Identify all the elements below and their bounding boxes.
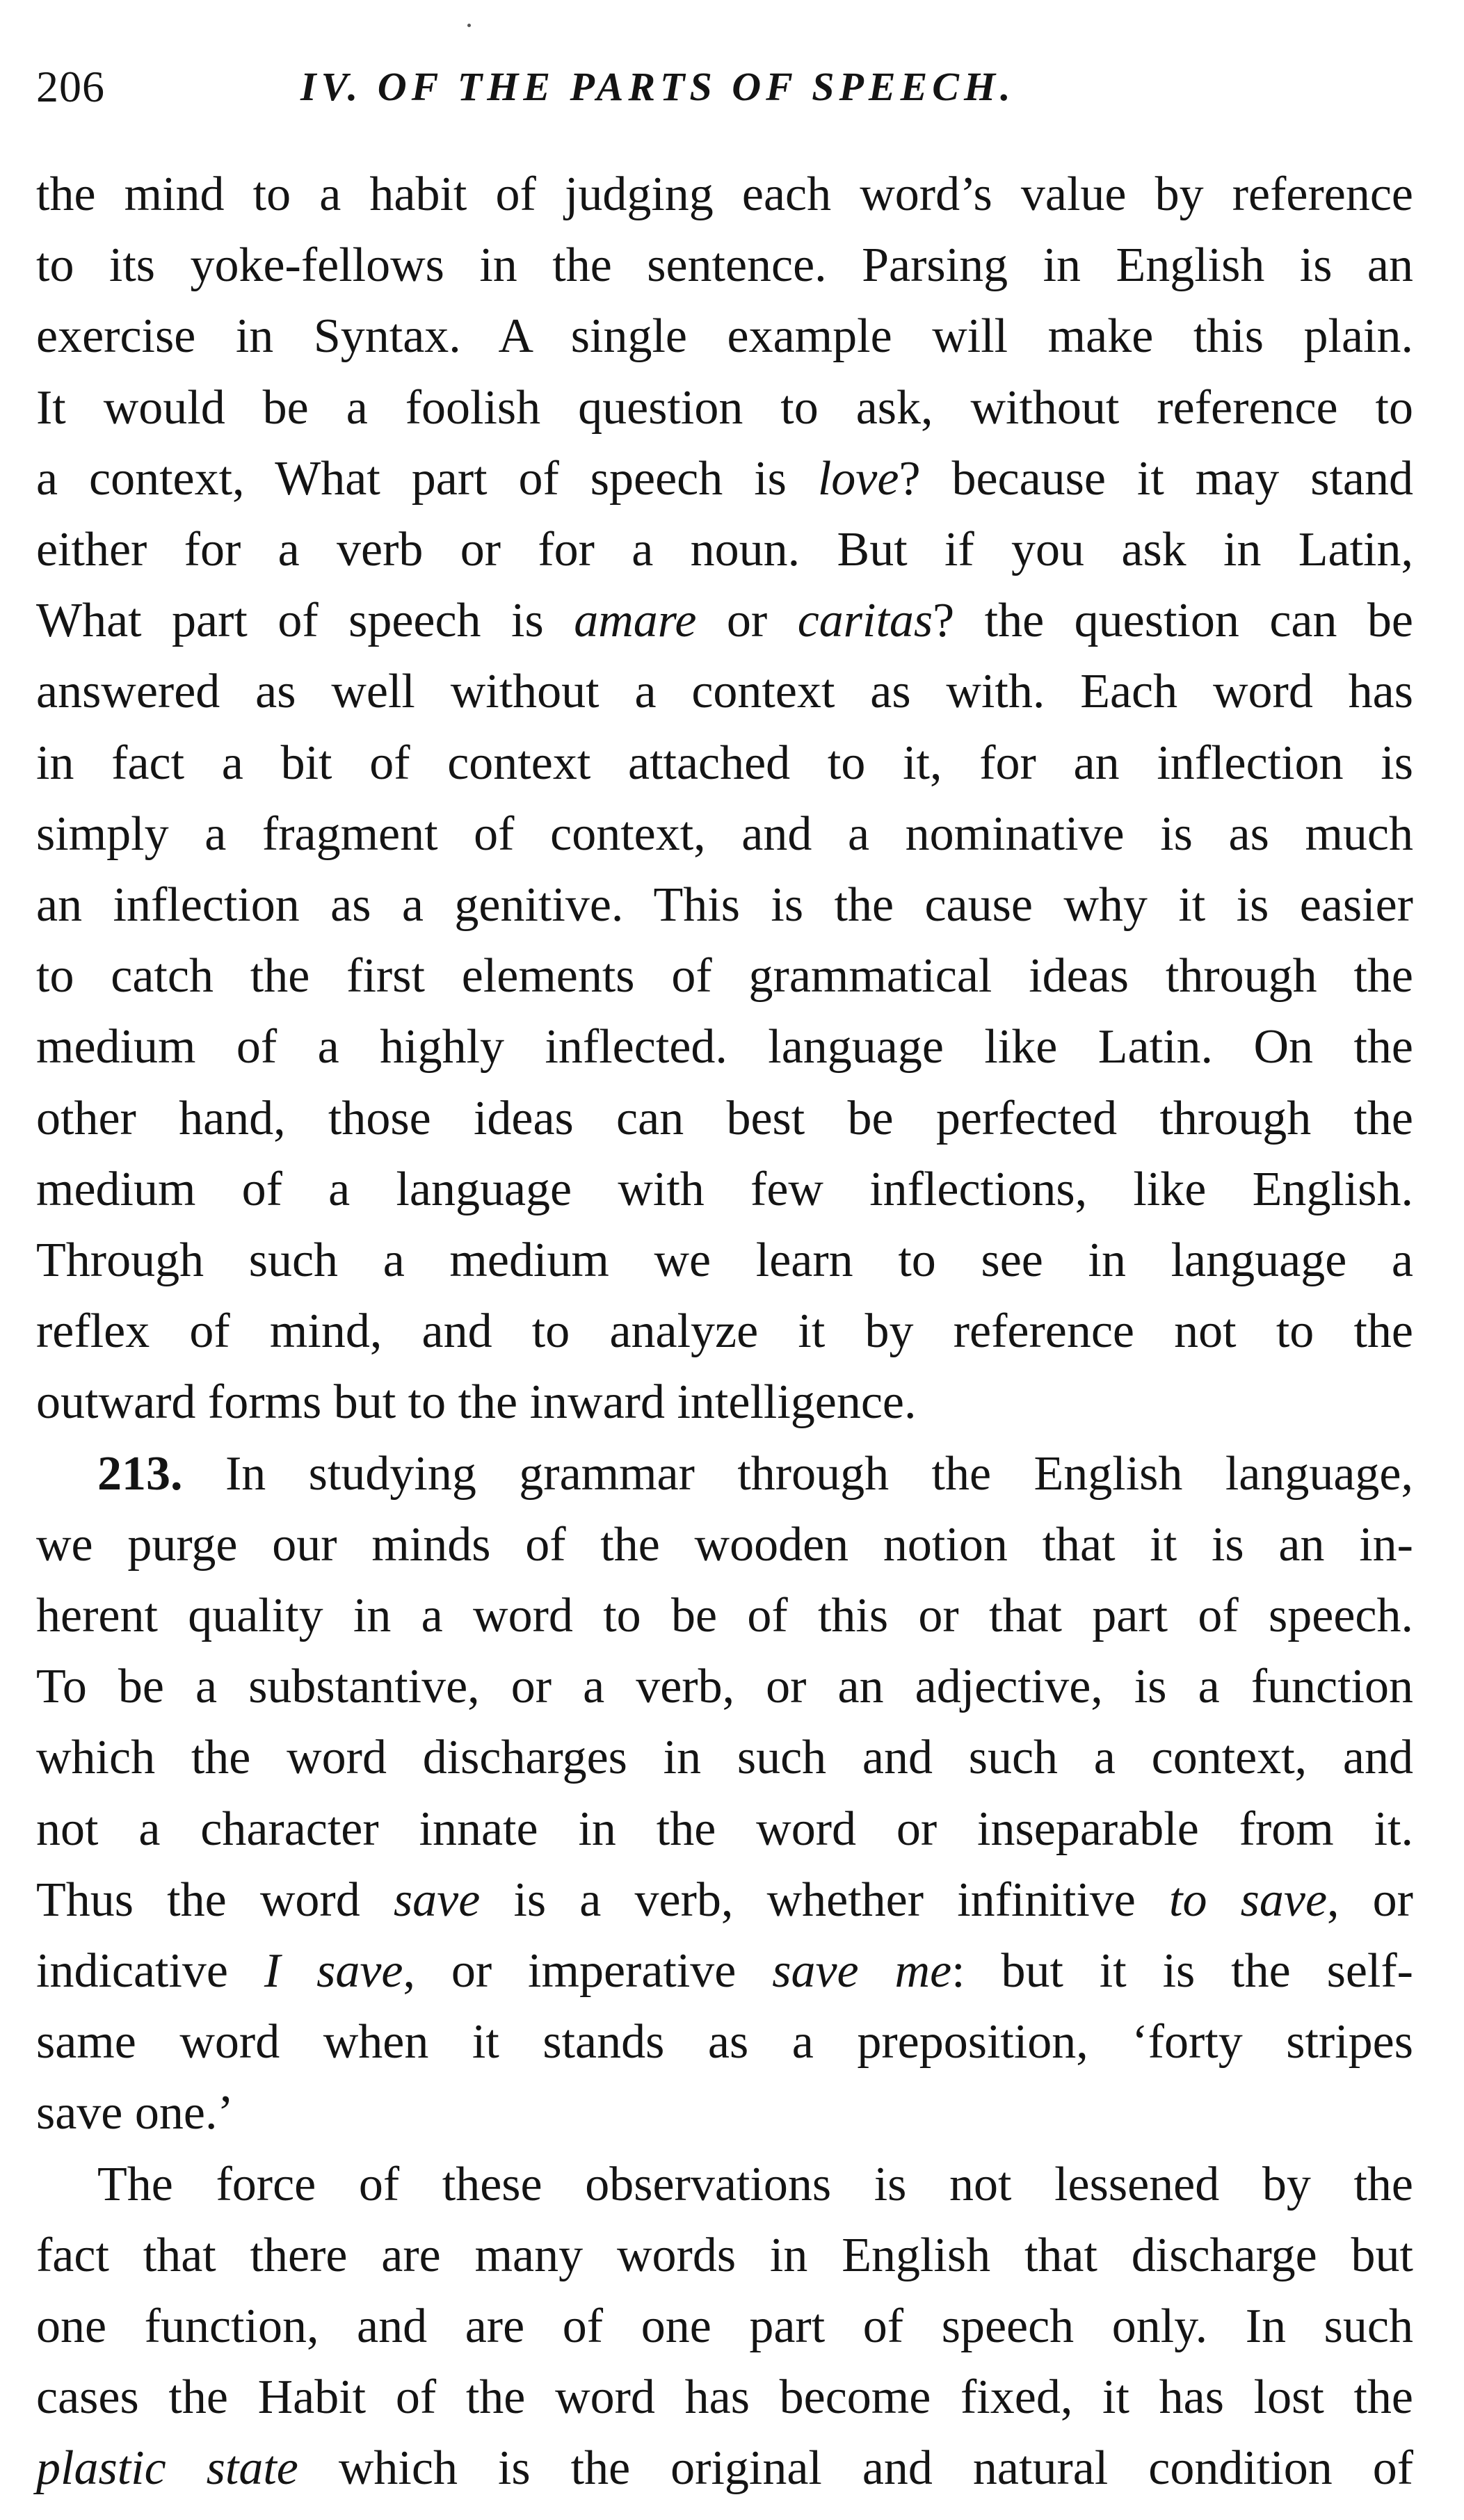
text-line: save one.’	[36, 2086, 234, 2140]
text-line: one function, and are of one part of speech only. In such	[36, 2300, 1413, 2353]
page-header	[36, 49, 1413, 125]
page-number: 206	[36, 62, 105, 111]
text-line: The force of these observations is not lessened by the	[97, 2157, 1413, 2211]
text-line: indicative I save, or imperative save me: but it is the self-	[36, 1944, 1413, 1998]
text-line: Thus the word save is a verb, whether infinitive to save, or	[36, 1873, 1413, 1927]
text-line: To be a substantive, or a verb, or an adjective, is a function	[36, 1660, 1413, 1714]
print-speck	[467, 24, 471, 27]
text-line: It would be a foolish question to ask, without reference to	[36, 380, 1413, 435]
text-line: same word when it stands as a preposition, ‘forty stripes	[36, 2015, 1413, 2069]
text-line: 213. In studying grammar through the English language,	[97, 1446, 1413, 1501]
text-line: the mind to a habit of judging each word’s value by reference	[36, 168, 1413, 221]
text-line: exercise in Syntax. A single example will make this plain.	[36, 309, 1413, 364]
text-line: medium of a highly inflected. language like Latin. On the	[36, 1020, 1413, 1074]
text-line: an inflection as a genitive. This is the cause why it is easier	[36, 878, 1413, 932]
running-head: IV. OF THE PARTS OF SPEECH.	[300, 64, 1015, 109]
text-line: cases the Habit of the word has become fixed, it has lost the	[36, 2370, 1413, 2425]
text-line: which the word discharges in such and such a context, and	[36, 1731, 1413, 1785]
text-line: medium of a language with few inflections, like English.	[36, 1162, 1413, 1216]
text-line: answered as well without a context as with. Each word has	[36, 665, 1413, 719]
text-line: Through such a medium we learn to see in language a	[36, 1234, 1413, 1287]
text-line: What part of speech is amare or caritas? the question can be	[36, 594, 1413, 648]
text-line: a context, What part of speech is love? because it may stand	[36, 451, 1413, 506]
text-line: not a character innate in the word or inseparable from it.	[36, 1802, 1413, 1856]
text-line: outward forms but to the inward intelligence.	[36, 1375, 917, 1430]
text-line: to its yoke-fellows in the sentence. Parsing in English is an	[36, 239, 1413, 293]
text-line: herent quality in a word to be of this or that part of speech.	[36, 1589, 1413, 1642]
text-line: in fact a bit of context attached to it, for an inflection is	[36, 736, 1413, 790]
text-line: reflex of mind, and to analyze it by reference not to the	[36, 1305, 1413, 1359]
text-line: simply a fragment of context, and a nominative is as much	[36, 807, 1413, 861]
text-line: to catch the first elements of grammatical ideas through the	[36, 949, 1413, 1003]
text-line: fact that there are many words in English that discharge but	[36, 2228, 1413, 2282]
text-line: other hand, those ideas can best be perfected through the	[36, 1091, 1413, 1145]
text-line: we purge our minds of the wooden notion that it is an in-	[36, 1517, 1413, 1572]
text-line: either for a verb or for a noun. But if you ask in Latin,	[36, 523, 1413, 576]
text-line: plastic state which is the original and natural condition of	[36, 2441, 1414, 2496]
